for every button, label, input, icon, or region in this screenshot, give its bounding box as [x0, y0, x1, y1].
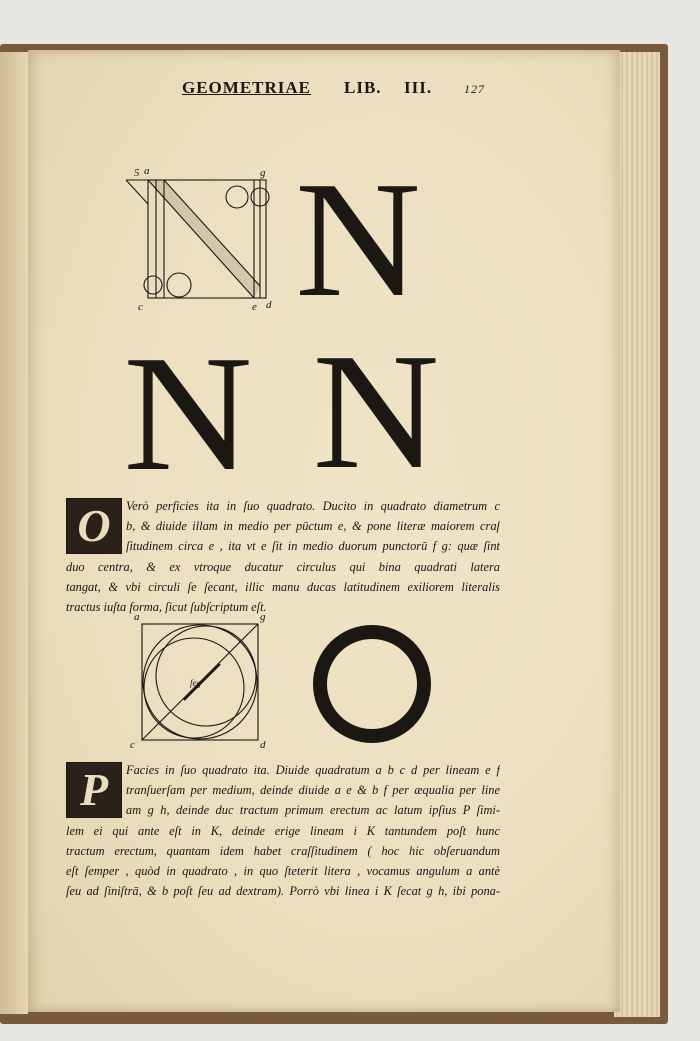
paragraph-line: eſt ſemper , quòd in quadrato , in quo ſteterit litera , vocamus angulum a antè	[66, 864, 500, 879]
left-page-edge	[0, 52, 28, 1014]
label-d: d	[266, 299, 272, 311]
paragraph-line: am g h, deinde duc tractum primum erectum ac latum ipſius P ſimi-	[126, 803, 500, 818]
label-feg: feg	[190, 678, 201, 688]
letter-n-bottom-left: N	[123, 321, 253, 505]
n-construction-diagram	[120, 162, 280, 312]
label-a: a	[134, 611, 140, 623]
dropcap-o: O	[66, 498, 122, 554]
paragraph-line: lem ei qui ante eſt in K, deinde erige lineam i K tantundem poſt hunc	[66, 823, 500, 838]
letter-o	[310, 622, 434, 746]
label-d: d	[260, 739, 266, 751]
header-book: LIB.	[344, 78, 382, 97]
paragraph-line: tranſuerſam per medium, deinde diuide a e & b f per æqualia per line	[126, 783, 500, 798]
paragraph-line: tractum erectum, quantam idem habet craſſitudinem ( hoc hic obſeruandum	[66, 843, 500, 858]
label-c: c	[138, 301, 143, 313]
o-construction-diagram	[128, 610, 278, 750]
dropcap-p: P	[66, 762, 122, 818]
label-g: g	[260, 611, 266, 623]
paragraph-line: ſitudinem circa e , ita vt e ſit in medio duorum punctorū f g: quæ ſint	[126, 539, 500, 554]
letter-n-top-right: N	[295, 147, 421, 331]
paragraph-line: tractus iuſta forma, ſicut ſubſcriptum eſt.	[66, 600, 267, 615]
page-edges	[614, 52, 660, 1017]
paragraph-line: ſeu ad ſiniſtrā, & b poſt ſeu ad dextram). Porrò vbi linea i K ſecat g h, ibi pona-	[66, 884, 500, 899]
label-c: c	[130, 739, 135, 751]
paragraph-line: Verò perficies ita in ſuo quadrato. Ducito in quadrato diametrum c	[126, 499, 500, 513]
label-e: e	[252, 301, 257, 313]
label-5: 5	[134, 167, 140, 179]
label-a: a	[144, 165, 150, 177]
label-g: g	[260, 167, 266, 179]
paragraph-p	[66, 760, 500, 901]
paragraph-line: tangat, & vbi circuli ſe ſecant, illic manu ducas latitudinem exiliorem literalis	[66, 579, 500, 594]
paragraph-line: b, & diuide illam in medio per pūctum e, & pone literæ maiorem craſ	[126, 519, 500, 534]
paragraph-o	[66, 496, 500, 617]
page-number: 127	[464, 82, 485, 96]
letter-n-bottom-right: N	[312, 319, 440, 503]
header-title: GEOMETRIAE	[182, 78, 312, 97]
header-number: III.	[404, 78, 433, 97]
running-header	[182, 78, 512, 102]
paragraph-line: duo centra, & ex vtroque ducatur circulus qui bina quadrati latera	[66, 559, 500, 574]
paragraph-line: Facies in ſuo quadrato ita. Diuide quadratum a b c d per lineam e f	[126, 763, 500, 777]
